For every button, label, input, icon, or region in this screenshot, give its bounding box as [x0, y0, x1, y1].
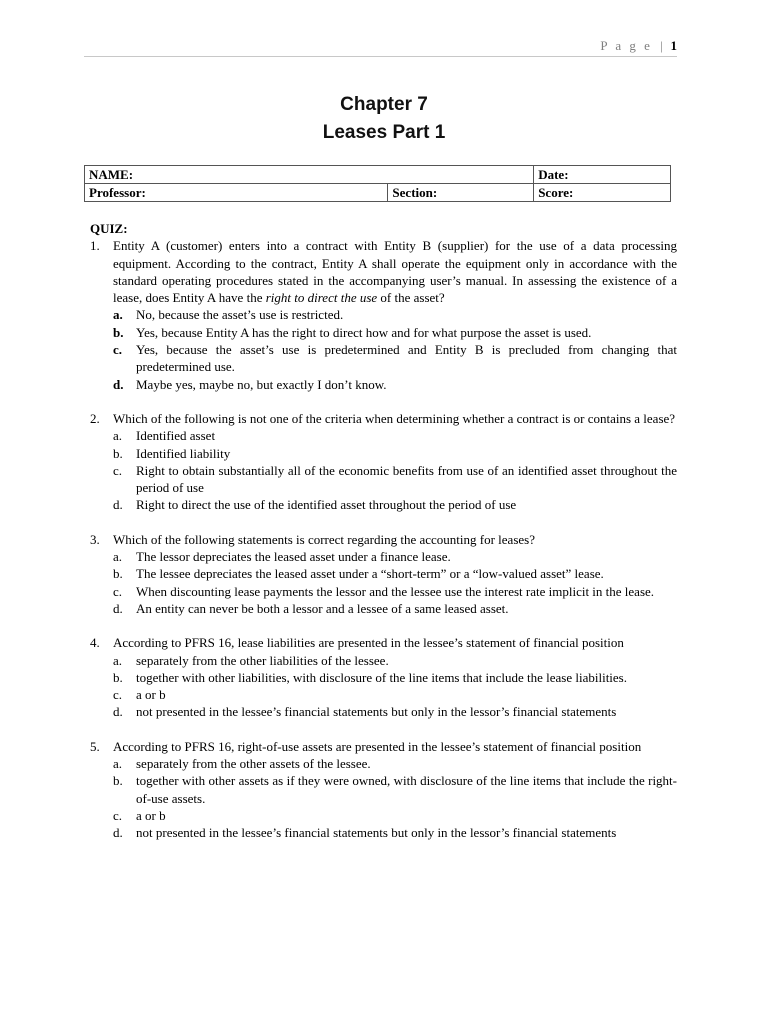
- student-info-table: [84, 165, 671, 202]
- option-c: c. a or b: [113, 687, 166, 703]
- options-list: [113, 427, 677, 513]
- question-number: 3.: [90, 531, 100, 547]
- question-text: According to PFRS 16, right-of-use assets are presented in the lessee’s statement of financial position: [113, 738, 642, 754]
- option-d: d. Right to direct the use of the identified asset throughout the period of use: [113, 497, 517, 513]
- option-a: a. separately from the other assets of the lessee.: [113, 756, 371, 772]
- option-c: c. When discounting lease payments the lessor and the lessee use the interest rate implicit in the lease.: [113, 583, 655, 599]
- option-d: d. An entity can never be both a lessor and a lessee of a same leased asset.: [113, 600, 509, 616]
- name-label: NAME:: [85, 166, 534, 184]
- page-header: [84, 38, 677, 57]
- quiz-section: [90, 220, 677, 842]
- option-c: c. Yes, because the asset’s use is predetermined and Entity B is precluded from changing that predetermined use.: [113, 342, 677, 375]
- question-number: 5.: [90, 738, 100, 754]
- question-1: [90, 237, 677, 393]
- option-c: c. Right to obtain substantially all of the economic benefits from use of an identified asset throughout the period of use: [113, 462, 677, 496]
- option-a: a. separately from the other liabilities of the lessee.: [113, 652, 389, 668]
- question-text: Entity A (customer) enters into a contract with Entity B (supplier) for the use of a data processing equipment. According to the contract, Entity A shall operate the equipment only in accordance with the standard operating procedures stated in the accompanying user’s manual. In assessing the existence of a lease, does Entity A have the right to direct the use of the asset?: [113, 238, 677, 306]
- question-text: Which of the following statements is correct regarding the accounting for leases?: [113, 531, 535, 547]
- option-b: b. Identified liability: [113, 445, 231, 461]
- question-text-italic: right to direct the use: [265, 290, 378, 306]
- chapter-title: Chapter 7: [340, 94, 428, 115]
- option-b: b. together with other liabilities, with disclosure of the line items that include the lease liabilities.: [113, 669, 627, 685]
- options-list: [113, 652, 677, 721]
- professor-label: Professor:: [85, 184, 388, 202]
- option-a: a. Identified asset: [113, 428, 216, 444]
- question-text: Which of the following is not one of the criteria when determining whether a contract is or contains a lease?: [113, 410, 676, 426]
- quiz-title: QUIZ:: [90, 221, 128, 236]
- option-b: b. together with other assets as if they were owned, with disclosure of the line items that include the right-of-use assets.: [113, 773, 677, 806]
- question-text: According to PFRS 16, lease liabilities are presented in the lessee’s statement of financial position: [113, 635, 624, 651]
- option-b: b. The lessee depreciates the leased asset under a “short-term” or a “low-valued asset” lease.: [113, 566, 604, 582]
- section-label: Section:: [388, 184, 534, 202]
- options-list: [113, 548, 677, 617]
- question-2: [90, 410, 677, 514]
- question-number: 2.: [90, 410, 100, 426]
- score-label: Score:: [534, 184, 671, 202]
- date-label: Date:: [534, 166, 671, 184]
- question-5: [90, 738, 677, 842]
- option-a: a. The lessor depreciates the leased asset under a finance lease.: [113, 549, 451, 565]
- question-4: [90, 634, 677, 720]
- option-d: d. not presented in the lessee’s financial statements but only in the lessor’s financial statements: [113, 825, 617, 841]
- page-word: P a g e: [600, 38, 653, 53]
- option-a: a. No, because the asset’s use is restricted.: [113, 307, 344, 323]
- question-number: 1.: [90, 238, 100, 254]
- page-number: 1: [670, 38, 677, 53]
- options-list: [113, 306, 677, 392]
- chapter-subtitle: Leases Part 1: [322, 122, 446, 143]
- page-number-label: [600, 38, 677, 54]
- options-list: [113, 755, 677, 841]
- question-3: [90, 531, 677, 617]
- option-d: d. not presented in the lessee’s financial statements but only in the lessor’s financial statements: [113, 704, 617, 720]
- page-separator: |: [660, 38, 663, 53]
- option-b: b. Yes, because Entity A has the right to direct how and for what purpose the asset is used.: [113, 324, 592, 340]
- option-d: d. Maybe yes, maybe no, but exactly I don’t know.: [113, 376, 387, 392]
- option-c: c. a or b: [113, 807, 166, 823]
- question-number: 4.: [90, 635, 100, 651]
